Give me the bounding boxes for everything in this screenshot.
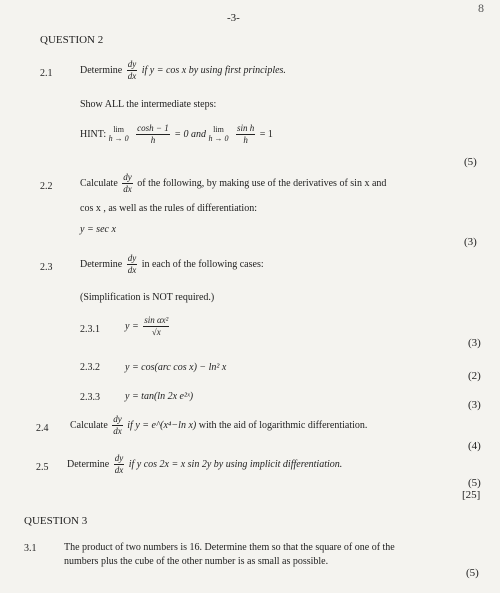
item-2-3-1-number: 2.3.1 (80, 324, 100, 335)
item-2-4-text: Calculate $\frac{dy}{dx}$ if y = e^(x⁴−ln x) with the aid of logarithmic differentiation. (70, 414, 368, 436)
item-2-3-3-equation: y = tan(ln 2x e²ˣ) (125, 391, 194, 402)
dy-dx-fraction: $\frac{dy}{dx}$ (113, 414, 122, 436)
item-2-3-number: 2.3 (40, 262, 53, 273)
item-2-5-number: 2.5 (36, 462, 49, 473)
item-2-3-2-marks: (2) (468, 370, 481, 382)
question-3-heading: QUESTION 3 (24, 515, 88, 527)
item-2-3-1-equation: y = $\frac{\text{sin αx²}}{√x}$ (125, 315, 169, 337)
item-2-1-steps: Show ALL the intermediate steps: (80, 99, 217, 110)
page-corner-mark: 8 (478, 1, 484, 15)
item-2-3-3-marks: (3) (468, 399, 481, 411)
item-3-1-number: 3.1 (24, 543, 37, 554)
item-2-3-3-number: 2.3.3 (80, 392, 100, 403)
item-2-3-1-marks: (3) (468, 337, 481, 349)
limit-2: lim h → 0 (208, 124, 229, 143)
item-2-1-text: Determine $\frac{dy}{dx}$ if y = cos x by using first principles. (80, 59, 286, 81)
item-3-1-line2: numbers plus the cube of the other number is as small as possible. (64, 556, 329, 567)
item-2-3-2-equation: y = cos(arc cos x) − ln² x (125, 362, 227, 373)
item-2-2-number: 2.2 (40, 181, 53, 192)
dy-dx-fraction: $\frac{dy}{dx}$ (127, 253, 137, 275)
limit-1: lim h → 0 (108, 124, 129, 143)
item-2-4-number: 2.4 (36, 423, 49, 434)
item-2-5-text: Determine $\frac{dy}{dx}$ if y cos 2x = x sin 2y by using implicit differentiation. (67, 453, 343, 475)
question-2-heading: QUESTION 2 (40, 34, 104, 46)
item-2-4-marks: (4) (468, 440, 481, 452)
item-2-2-equation: y = sec x (80, 224, 116, 235)
item-2-2-marks: (3) (464, 236, 477, 248)
item-2-1-hint: HINT: lim h → 0 $\frac{\cosh - 1}{h}$ = 0 and lim h → 0 $\frac{\text{sin h}}{h}$ = 1 (80, 123, 273, 145)
item-3-1-line1: The product of two numbers is 16. Determine them so that the square of one of the (64, 542, 395, 553)
item-2-3-2-number: 2.3.2 (80, 362, 100, 373)
question-2-total: [25] (462, 489, 481, 501)
page-number: -3- (227, 12, 240, 24)
item-2-1-marks: (5) (464, 156, 477, 168)
hint-fraction-2: $\frac{\text{sin h}}{h}$ (237, 123, 255, 145)
item-2-2-text: Calculate $\frac{dy}{dx}$ of the following, by making use of the derivatives of sin x and (80, 172, 387, 194)
item-2-3-1-fraction: $\frac{\text{sin αx²}}{√x}$ (144, 315, 169, 337)
item-2-2-line2: cos x , as well as the rules of differentiation: (80, 203, 257, 214)
item-2-3-text: Determine $\frac{dy}{dx}$ in each of the following cases: (80, 253, 264, 275)
hint-fraction-1: $\frac{\cosh - 1}{h}$ (137, 123, 169, 145)
item-2-3-note: (Simplification is NOT required.) (80, 292, 215, 303)
item-3-1-marks: (5) (466, 567, 479, 579)
item-2-5-marks: (5) (468, 477, 481, 489)
dy-dx-fraction: $\frac{dy}{dx}$ (127, 59, 137, 81)
dy-dx-fraction: $\frac{dy}{dx}$ (114, 453, 124, 475)
item-2-1-number: 2.1 (40, 68, 53, 79)
dy-dx-fraction: $\frac{dy}{dx}$ (123, 172, 132, 194)
